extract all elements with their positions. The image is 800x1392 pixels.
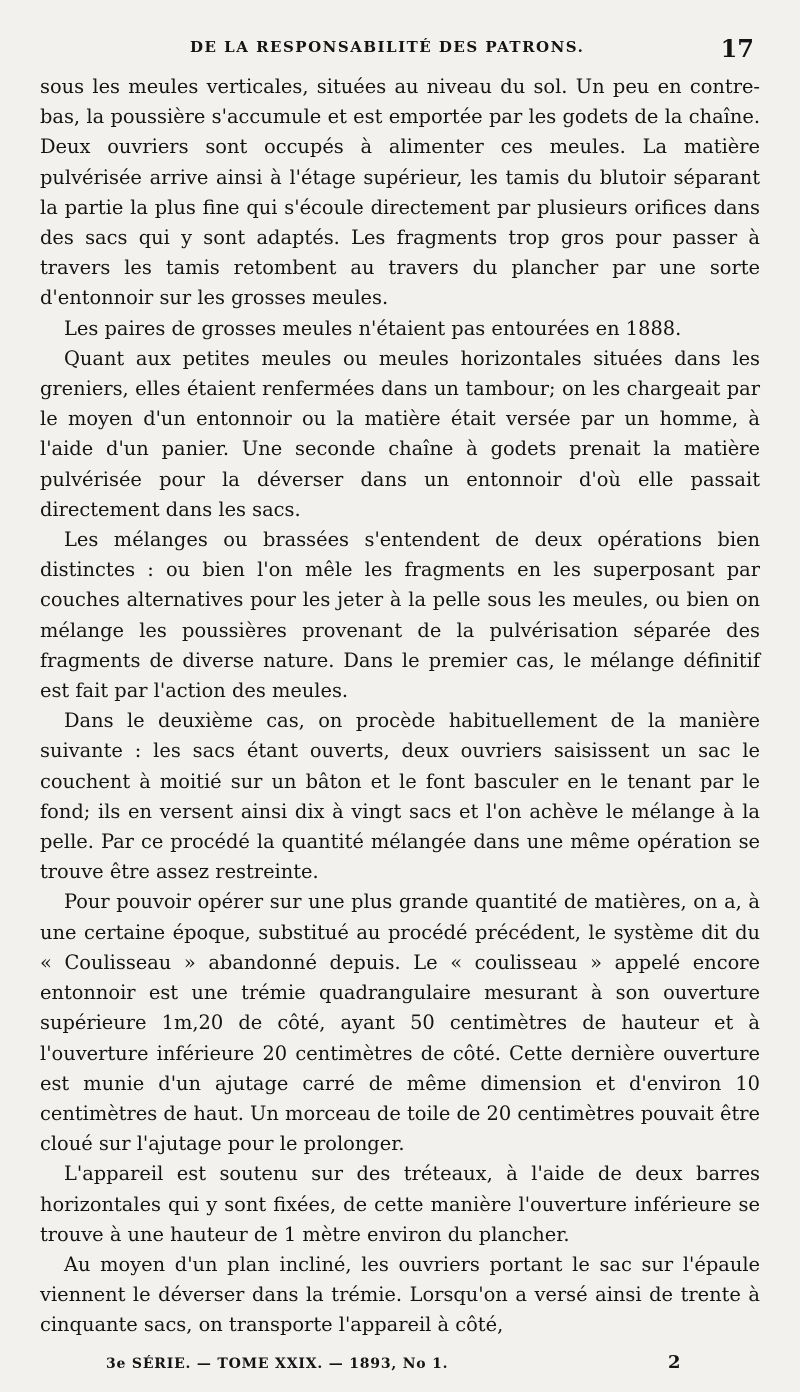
paragraph: Les mélanges ou brassées s'entendent de deux opérations bien distinctes : ou bien l'on mêle les fragments en les superposant par couches alternatives pour les jeter à la pelle sous les meules, ou bien on mélange les poussières provenant de la pulvérisation séparée des fragments de diverse nature. Dans le premier cas, le mélange définitif est fait par l'action des meules. bbox=[40, 528, 760, 703]
series-volume-line: 3e SÉRIE. — TOME XXIX. — 1893, No 1. bbox=[106, 1356, 449, 1372]
page-footer bbox=[0, 1352, 800, 1382]
signature-mark: 2 bbox=[668, 1352, 681, 1373]
paragraph: Les paires de grosses meules n'étaient pas entourées en 1888. bbox=[64, 316, 682, 340]
paragraph-continuation: sous les meules verticales, situées au niveau du sol. Un peu en contre-bas, la poussière s'accumule et est emportée par les godets de la chaîne. Deux ouvriers sont occupés à alimenter ces meules. La matière pulvérisée arrive ainsi à l'étage supérieur, les tamis du blutoir séparant la partie la plus fine qui s'écoule directement par plusieurs orifices dans des sacs qui y sont adaptés. Les fragments trop gros pour passer à travers les tamis retombent au travers du plancher par une sorte d'entonnoir sur les grosses meules. bbox=[40, 75, 760, 310]
body-text bbox=[40, 72, 760, 1341]
paragraph: Quant aux petites meules ou meules horizontales situées dans les greniers, elles étaient renfermées dans un tambour; on les chargeait par le moyen d'un entonnoir ou la matière était versée par un homme, à l'aide d'un panier. Une seconde chaîne à godets prenait la matière pulvérisée pour la déverser dans un entonnoir d'où elle passait directement dans les sacs. bbox=[40, 346, 760, 521]
running-title: DE LA RESPONSABILITÉ DES PATRONS. bbox=[190, 38, 585, 56]
paragraph: Au moyen d'un plan incliné, les ouvriers portant le sac sur l'épaule viennent le déverser dans la trémie. Lorsqu'on a versé ainsi de trente à cinquante sacs, on transporte l'appareil à côté, bbox=[40, 1252, 760, 1337]
running-head bbox=[0, 34, 800, 64]
paragraph: Pour pouvoir opérer sur une plus grande quantité de matières, on a, à une certaine époque, substitué au procédé précédent, le système dit du « Coulisseau » abandonné depuis. Le « coulisseau » appelé encore entonnoir est une trémie quadrangulaire mesurant à son ouverture supérieure 1m,20 de côté, ayant 50 centimètres de hauteur et à l'ouverture inférieure 20 centimètres de côté. Cette dernière ouverture est munie d'un ajutage carré de même dimension et d'environ 10 centimètres de haut. Un morceau de toile de 20 centimètres pouvait être cloué sur l'ajutage pour le prolonger. bbox=[40, 890, 760, 1156]
page-number: 17 bbox=[720, 34, 754, 63]
paragraph: L'appareil est soutenu sur des tréteaux, à l'aide de deux barres horizontales qui y sont fixées, de cette manière l'ouverture inférieure se trouve à une hauteur de 1 mètre environ du plancher. bbox=[40, 1162, 760, 1246]
paragraph: Dans le deuxième cas, on procède habituellement de la manière suivante : les sacs étant ouverts, deux ouvriers saisissent un sac le couchent à moitié sur un bâton et le font basculer en le tenant par le fond; ils en versent ainsi dix à vingt sacs et l'on achève le mélange à la pelle. Par ce procédé la quantité mélangée dans une même opération se trouve être assez restreinte. bbox=[40, 709, 760, 884]
